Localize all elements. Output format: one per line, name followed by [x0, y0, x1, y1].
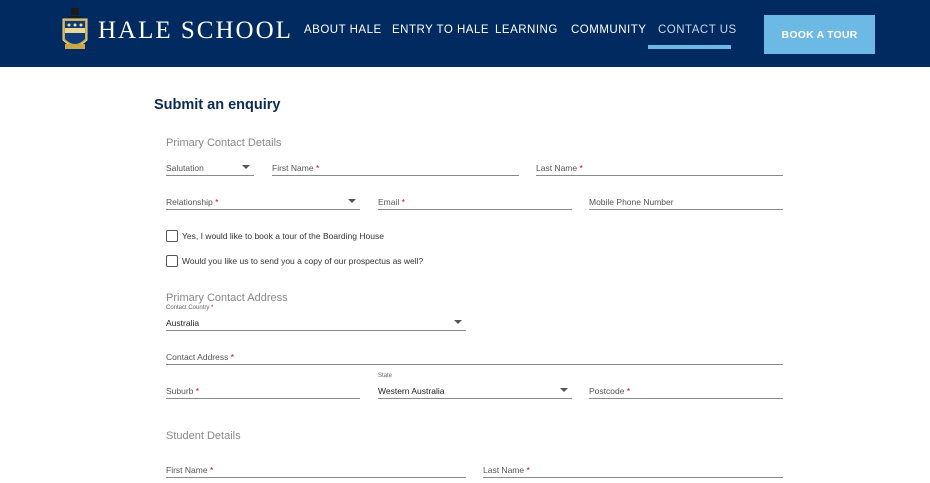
page-title: Submit an enquiry [154, 97, 281, 113]
active-nav-indicator [648, 45, 731, 49]
relationship-label: Relationship [166, 197, 213, 207]
student-last-name-field[interactable] [483, 454, 783, 478]
chevron-down-icon [560, 388, 568, 392]
required-marker: * [215, 197, 219, 207]
salutation-select[interactable] [166, 152, 254, 176]
relationship-select[interactable] [166, 186, 360, 210]
chevron-down-icon [454, 320, 462, 324]
contact-country-value: Australia [166, 318, 200, 328]
postcode-field[interactable] [589, 375, 783, 399]
required-marker: * [526, 465, 530, 475]
postcode-label: Postcode [589, 386, 625, 396]
required-marker: * [579, 163, 583, 173]
contact-country-select[interactable] [166, 307, 466, 331]
state-value: Western Australia [378, 386, 445, 396]
required-marker: * [626, 386, 631, 396]
site-header [0, 0, 930, 67]
required-marker: * [230, 352, 235, 362]
primary-contact-address-heading: Primary Contact Address [166, 292, 288, 304]
boarding-tour-option [166, 230, 384, 242]
student-details-heading: Student Details [166, 430, 241, 442]
primary-contact-heading: Primary Contact Details [166, 137, 282, 149]
suburb-field[interactable] [166, 375, 360, 399]
required-marker: * [195, 386, 200, 396]
first-name-field[interactable] [272, 152, 519, 176]
nav-entry-to-hale[interactable]: ENTRY TO HALE [392, 24, 490, 36]
prospectus-label: Would you like us to send you a copy of our prospectus as well? [182, 256, 424, 266]
contact-address-label: Contact Address [166, 352, 229, 362]
required-marker: * [209, 465, 214, 475]
boarding-tour-checkbox[interactable] [166, 230, 178, 242]
book-a-tour-button[interactable]: BOOK A TOUR [764, 15, 875, 54]
required-marker: * [211, 305, 214, 311]
logo[interactable] [62, 8, 293, 54]
contact-country-label: Contact Country [166, 305, 210, 311]
state-select[interactable] [378, 375, 572, 399]
required-marker: * [315, 163, 320, 173]
student-first-name-label: First Name [166, 465, 208, 475]
required-marker: * [401, 197, 405, 207]
nav-contact-us[interactable]: CONTACT US [658, 24, 737, 36]
suburb-label: Suburb [166, 386, 194, 396]
email-field[interactable] [378, 186, 572, 210]
nav-learning[interactable]: LEARNING [495, 24, 558, 36]
school-crest-icon [62, 8, 88, 54]
contact-address-field[interactable] [166, 341, 783, 365]
nav-about-hale[interactable]: ABOUT HALE [304, 24, 382, 36]
prospectus-option [166, 255, 423, 267]
boarding-tour-label: Yes, I would like to book a tour of the Boarding House [182, 231, 384, 241]
email-label: Email [378, 197, 400, 207]
mobile-phone-field[interactable] [589, 186, 783, 210]
chevron-down-icon [242, 165, 250, 169]
student-first-name-field[interactable] [166, 454, 466, 478]
student-last-name-label: Last Name [483, 465, 525, 475]
prospectus-checkbox[interactable] [166, 255, 178, 267]
nav-community[interactable]: COMMUNITY [571, 24, 647, 36]
brand-name: HALE SCHOOL [98, 17, 293, 44]
mobile-phone-label: Mobile Phone Number [589, 197, 674, 207]
first-name-label: First Name [272, 163, 314, 173]
state-label: State [378, 373, 393, 379]
last-name-label: Last Name [536, 163, 578, 173]
chevron-down-icon [348, 199, 356, 203]
salutation-label: Salutation [166, 163, 204, 173]
last-name-field[interactable] [536, 152, 783, 176]
